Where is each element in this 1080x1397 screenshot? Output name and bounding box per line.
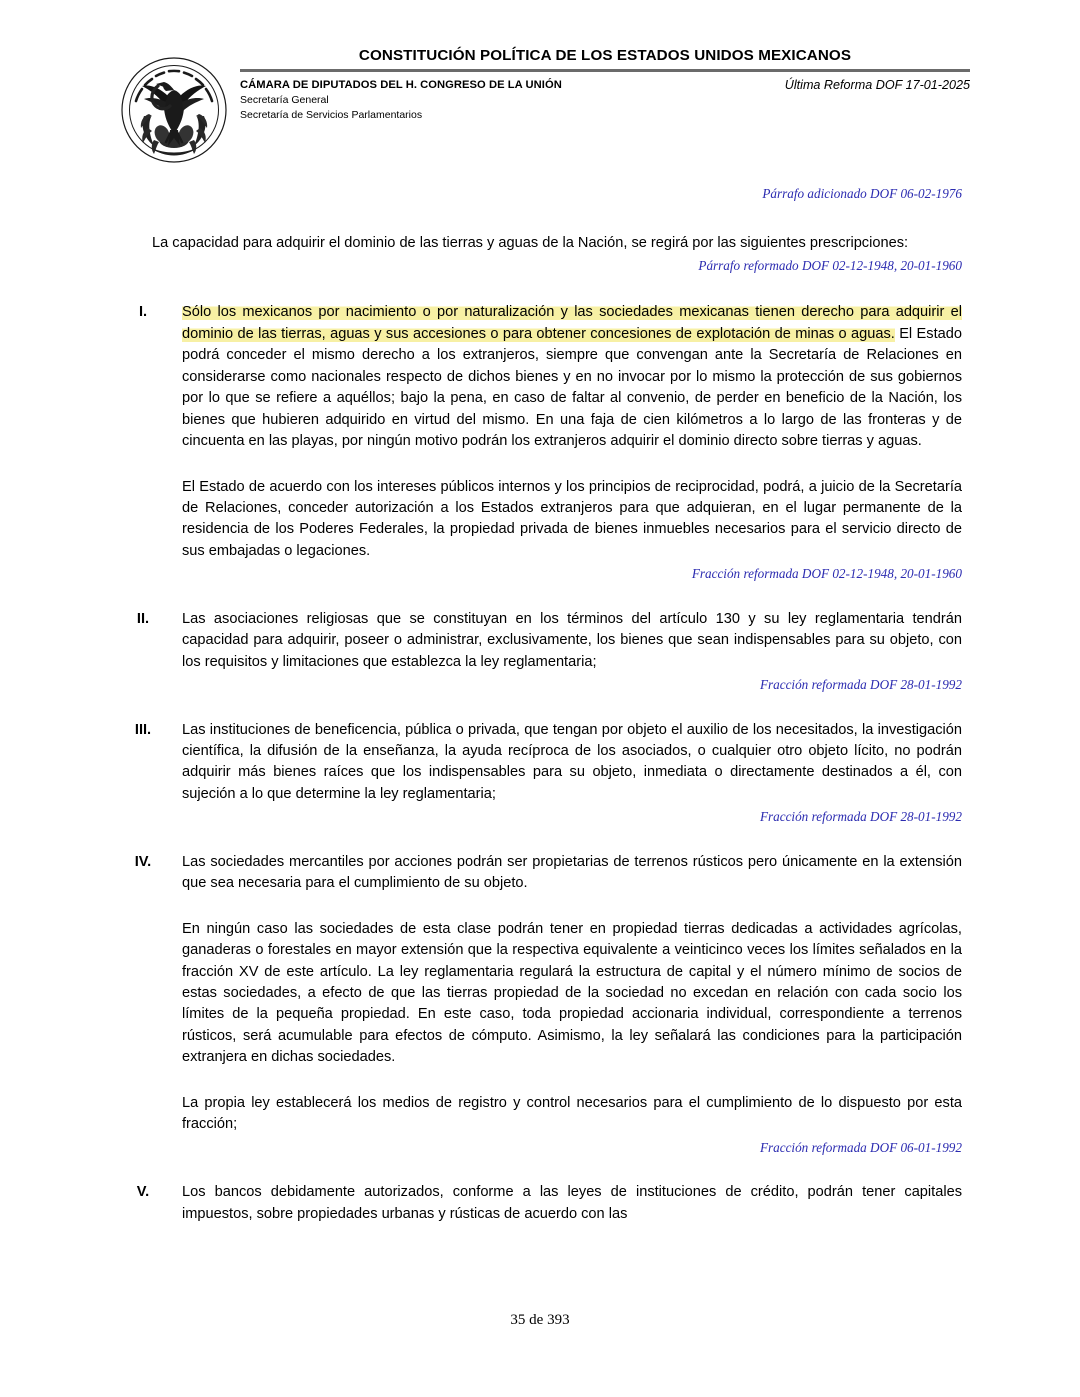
ultima-reforma-label: Última Reforma DOF 17-01-2025 (784, 77, 970, 92)
fraccion-II-paragraph: Las asociaciones religiosas que se constituyan en los términos del artículo 130 y su ley reglamentaria tendrán capacidad para adquirir, poseer o administrar, exclusivamente, los bienes que sean indispensables para su objeto, con los requisitos y limitaciones que establezca la ley reglamentaria; (182, 610, 962, 670)
fraccion-III-body (182, 720, 962, 806)
reform-note-parrafo-adicionado-1976: Párrafo adicionado DOF 06-02-1976 (762, 186, 962, 201)
secretaria-general-line: Secretaría General (240, 93, 329, 106)
document-content (122, 186, 962, 1225)
fraccion-V-paragraph: Los bancos debidamente autorizados, conforme a las leyes de instituciones de crédito, podrán tener capitales impuestos, sobre propiedades urbanas y rústicas de acuerdo con las (182, 1184, 962, 1222)
fraccion-IV-body (182, 852, 962, 1136)
page-footer (0, 1312, 1080, 1329)
escudo-nacional-icon (118, 54, 230, 166)
fraccion-V-body (182, 1182, 962, 1225)
fraccion-IV-numeral: IV. (134, 853, 152, 870)
header-divider (240, 69, 970, 72)
fraccion-III-paragraph: Las instituciones de beneficencia, pública o privada, que tengan por objeto el auxilio de los necesitados, la investigación científica, la difusión de la enseñanza, la ayuda recíproca de los asociados, o cualquier otro objeto lícito, no podrán adquirir más bienes raíces que los indispensables para su objeto, inmediata o directamente destinados a él, con sujeción a lo que determine la ley reglamentaria; (182, 721, 962, 802)
fraccion-II-body (182, 609, 962, 673)
secretaria-servicios-line: Secretaría de Servicios Parlamentarios (240, 109, 423, 122)
fraccion-I-body (182, 302, 962, 562)
intro-paragraph: La capacidad para adquirir el dominio de las tierras y aguas de la Nación, se regirá por las siguientes prescripciones: (152, 234, 909, 251)
fraccion-I-numeral: I. (138, 304, 148, 321)
page-header (118, 48, 970, 168)
chamber-line: CÁMARA DE DIPUTADOS DEL H. CONGRESO DE LA UNIÓN (240, 78, 562, 91)
fraccion-III-numeral: III. (134, 721, 152, 738)
fraccion-I-paragraph-2: El Estado de acuerdo con los intereses públicos internos y los principios de reciprocidad, podrá, a juicio de la Secretaría de Relaciones, conceder autorización a los Estados extranjeros para que adquieran, en el lugar permanente de la residencia de los Poderes Federales, la propiedad privada de bienes inmuebles necesarios para el servicio directo de sus embajadas o legaciones. (182, 478, 962, 559)
fraccion-I (122, 302, 962, 562)
page-number: 35 de 393 (510, 1312, 570, 1328)
reform-note-parrafo-reformado-1948-1960: Párrafo reformado DOF 02-12-1948, 20-01-1960 (698, 257, 962, 273)
fraccion-I-paragraph-1 (182, 302, 962, 452)
fraccion-II (122, 609, 962, 673)
highlighted-text: Sólo los mexicanos por nacimiento o por naturalización y las sociedades mexicanas tienen derecho para adquirir el dominio de las tierras, aguas y sus accesiones o para obtener concesiones de explotación de minas o aguas. (182, 304, 962, 342)
reform-note-fraccion-reformada-28-01-1992-a: Fracción reformada DOF 28-01-1992 (759, 677, 962, 693)
fraccion-IV-paragraph-3: La propia ley establecerá los medios de registro y control necesarios para el cumplimiento de lo dispuesto por esta fracción; (182, 1094, 962, 1133)
reform-note-fraccion-reformada-28-01-1992-b: Fracción reformada DOF 28-01-1992 (759, 809, 962, 825)
constitution-title: CONSTITUCIÓN POLÍTICA DE LOS ESTADOS UNIDOS MEXICANOS (358, 47, 852, 64)
fraccion-I-rest-text: El Estado podrá conceder el mismo derecho a los extranjeros, siempre que convengan ante la Secretaría de Relaciones en considerarse como nacionales respecto de dichos bienes y en no invocar por lo mismo la protección de sus gobiernos por lo que se refiere a aquéllos; bajo la pena, en caso de faltar al convenio, de perder en beneficio de la Nación, los bienes que hubieren adquirido en virtud del mismo. En una faja de cien kilómetros a lo largo de las fronteras y de cincuenta en las playas, por ningún motivo podrán los extranjeros adquirir el dominio directo sobre tierras y aguas. (182, 325, 962, 450)
fraccion-V (122, 1182, 962, 1225)
fraccion-IV (122, 852, 962, 1136)
fraccion-IV-paragraph-2: En ningún caso las sociedades de esta clase podrán tener en propiedad tierras dedicadas a actividades agrícolas, ganaderas o forestales en mayor extensión que la respectiva equivalente a veinticinco veces los límites señalados en la fracción XV de este artículo. La ley reglamentaria regulará la estructura de capital y el número mínimo de socios de estas sociedades, a efecto de que las tierras propiedad de la sociedad no excedan en relación con cada socio los límites de la pequeña propiedad. En este caso, toda propiedad accionaria individual, correspondiente a terrenos rústicos, será acumulable para efectos de cómputo. Asimismo, la ley señalará las condiciones para la participación extranjera en dichas sociedades. (182, 920, 962, 1066)
fraccion-V-numeral: V. (136, 1184, 150, 1201)
fraccion-III (122, 720, 962, 806)
fraccion-IV-paragraph-1: Las sociedades mercantiles por acciones podrán ser propietarias de terrenos rústicos pero únicamente en la extensión que sea necesaria para el cumplimiento de su objeto. (182, 853, 962, 892)
reform-note-fraccion-reformada-06-01-1992: Fracción reformada DOF 06-01-1992 (759, 1139, 962, 1155)
reform-note-fraccion-reformada-1948-1960: Fracción reformada DOF 02-12-1948, 20-01-1960 (691, 566, 962, 582)
header-text-block (240, 48, 970, 130)
fraccion-II-numeral: II. (136, 610, 150, 627)
